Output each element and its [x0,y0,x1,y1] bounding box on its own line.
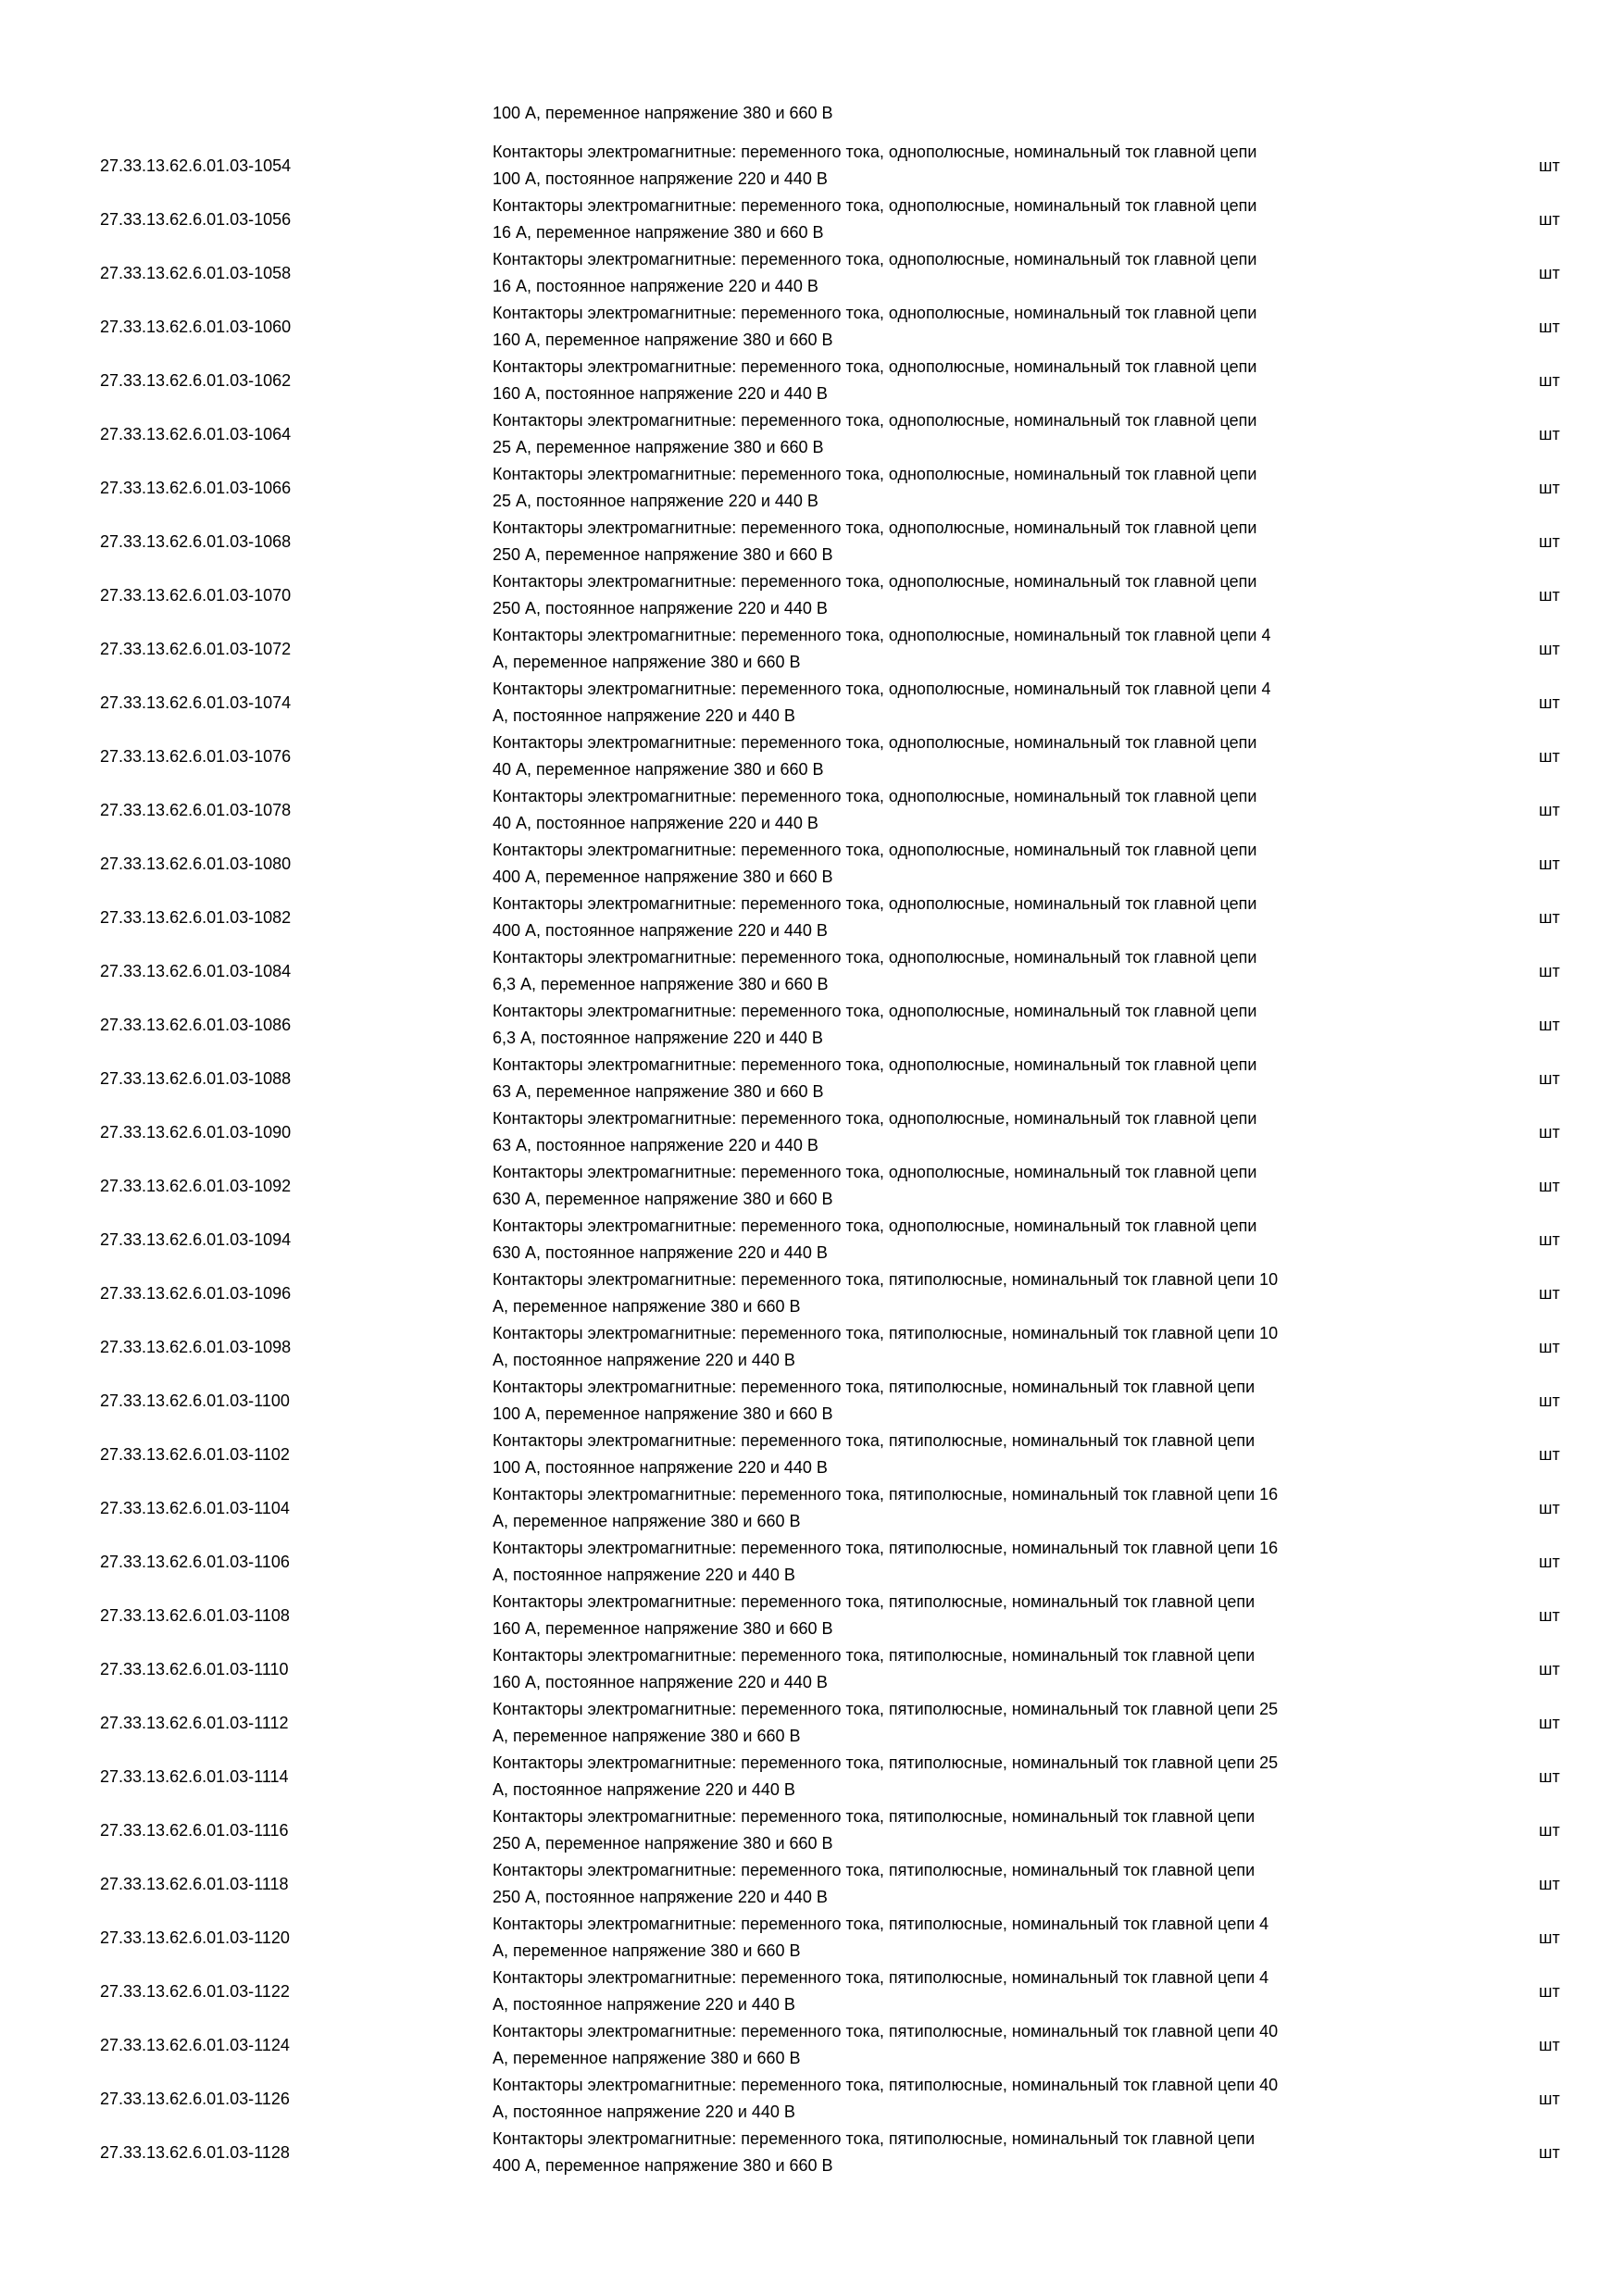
description-line-2: А, переменное напряжение 380 и 660 В [493,653,801,671]
table-row [0,998,1624,1052]
description-line-2: 160 А, переменное напряжение 380 и 660 В [493,331,833,349]
description-line-1: Контакторы электромагнитные: переменного тока, пятиполюсные, номинальный ток главной цепи [493,1807,1255,1826]
description-line-1: Контакторы электромагнитные: переменного тока, однополюсные, номинальный ток главной цепи [493,411,1257,430]
item-description [493,1428,1465,1481]
item-code: 27.33.13.62.6.01.03-1080 [100,855,292,873]
item-code: 27.33.13.62.6.01.03-1076 [100,747,292,766]
description-line-2: А, постоянное напряжение 220 и 440 В [493,1566,795,1584]
item-code: 27.33.13.62.6.01.03-1058 [100,264,292,282]
table-row [0,2018,1624,2072]
description-line-1: Контакторы электромагнитные: переменного тока, пятиполюсные, номинальный ток главной цепи 16 [493,1539,1279,1557]
item-unit: шт [1539,156,1560,175]
table-row [0,300,1624,354]
item-description [493,515,1465,568]
description-line-2: 40 А, переменное напряжение 380 и 660 В [493,760,824,779]
item-code: 27.33.13.62.6.01.03-1128 [100,2143,290,2162]
item-description [493,2018,1465,2072]
item-unit: шт [1539,1553,1560,1571]
item-code: 27.33.13.62.6.01.03-1126 [100,2090,290,2108]
item-description [493,2126,1465,2179]
item-unit: шт [1539,962,1560,980]
item-code: 27.33.13.62.6.01.03-1098 [100,1338,292,1356]
price-table [0,139,1624,2179]
table-row [0,1535,1624,1589]
item-description [493,1803,1465,1857]
description-line-2: 100 А, постоянное напряжение 220 и 440 В [493,169,828,188]
description-line-1: Контакторы электромагнитные: переменного тока, однополюсные, номинальный ток главной цепи [493,250,1257,268]
table-row [0,944,1624,998]
item-code: 27.33.13.62.6.01.03-1068 [100,532,292,551]
item-code: 27.33.13.62.6.01.03-1112 [100,1714,289,1732]
table-row [0,1857,1624,1911]
table-row [0,1696,1624,1750]
item-description [493,1213,1465,1267]
description-line-2: 250 А, постоянное напряжение 220 и 440 В [493,1888,828,1906]
description-line-1: Контакторы электромагнитные: переменного тока, однополюсные, номинальный ток главной цепи [493,465,1257,483]
item-code: 27.33.13.62.6.01.03-1086 [100,1016,292,1034]
item-code: 27.33.13.62.6.01.03-1072 [100,640,292,658]
description-line-2: 160 А, постоянное напряжение 220 и 440 В [493,384,828,403]
table-row [0,1589,1624,1642]
item-code: 27.33.13.62.6.01.03-1078 [100,801,292,819]
item-description [493,1696,1465,1750]
description-line-2: 630 А, постоянное напряжение 220 и 440 В [493,1243,828,1262]
continuation-line: 100 А, переменное напряжение 380 и 660 В [493,104,833,122]
item-description [493,1589,1465,1642]
item-code: 27.33.13.62.6.01.03-1120 [100,1928,290,1947]
item-description [493,407,1465,461]
item-unit: шт [1539,1069,1560,1088]
description-line-1: Контакторы электромагнитные: переменного тока, однополюсные, номинальный ток главной цепи 4 [493,680,1271,698]
item-code: 27.33.13.62.6.01.03-1116 [100,1821,289,1840]
description-line-2: 40 А, постоянное напряжение 220 и 440 В [493,814,818,832]
item-code: 27.33.13.62.6.01.03-1066 [100,479,292,497]
item-description [493,139,1465,193]
table-row [0,1750,1624,1803]
item-description [493,837,1465,891]
item-code: 27.33.13.62.6.01.03-1122 [100,1982,290,2001]
table-row [0,1213,1624,1267]
description-line-1: Контакторы электромагнитные: переменного тока, пятиполюсные, номинальный ток главной цепи 40 [493,2022,1279,2040]
description-line-2: 160 А, постоянное напряжение 220 и 440 В [493,1673,828,1691]
description-line-2: 250 А, постоянное напряжение 220 и 440 В [493,599,828,618]
description-line-2: 63 А, постоянное напряжение 220 и 440 В [493,1136,818,1154]
table-row [0,1374,1624,1428]
item-description [493,568,1465,622]
item-description [493,998,1465,1052]
description-line-1: Контакторы электромагнитные: переменного тока, пятиполюсные, номинальный ток главной цепи [493,2129,1255,2148]
item-unit: шт [1539,1230,1560,1249]
item-unit: шт [1539,2143,1560,2162]
table-row [0,246,1624,300]
table-row [0,1159,1624,1213]
item-code: 27.33.13.62.6.01.03-1102 [100,1445,290,1464]
table-row [0,407,1624,461]
table-row [0,1965,1624,2018]
item-code: 27.33.13.62.6.01.03-1084 [100,962,292,980]
description-line-2: 16 А, переменное напряжение 380 и 660 В [493,223,824,242]
description-line-2: 6,3 А, переменное напряжение 380 и 660 В [493,975,829,993]
item-unit: шт [1539,1016,1560,1034]
description-line-2: А, постоянное напряжение 220 и 440 В [493,1995,795,2014]
item-description [493,1105,1465,1159]
item-unit: шт [1539,1391,1560,1410]
item-code: 27.33.13.62.6.01.03-1114 [100,1767,289,1786]
item-description [493,1642,1465,1696]
description-line-1: Контакторы электромагнитные: переменного тока, однополюсные, номинальный ток главной цепи [493,948,1257,967]
item-unit: шт [1539,855,1560,873]
item-unit: шт [1539,210,1560,229]
description-line-1: Контакторы электромагнитные: переменного тока, пятиполюсные, номинальный ток главной цепи [493,1431,1255,1450]
description-line-2: А, переменное напряжение 380 и 660 В [493,1512,801,1530]
item-description [493,1857,1465,1911]
description-line-2: А, постоянное напряжение 220 и 440 В [493,2103,795,2121]
item-unit: шт [1539,1177,1560,1195]
table-row [0,1105,1624,1159]
description-line-1: Контакторы электромагнитные: переменного тока, пятиполюсные, номинальный ток главной цепи [493,1378,1255,1396]
item-unit: шт [1539,2036,1560,2054]
item-description [493,1535,1465,1589]
description-line-1: Контакторы электромагнитные: переменного тока, пятиполюсные, номинальный ток главной цепи [493,1592,1255,1611]
item-code: 27.33.13.62.6.01.03-1106 [100,1553,290,1571]
description-line-2: А, постоянное напряжение 220 и 440 В [493,1351,795,1369]
table-row [0,461,1624,515]
item-description [493,676,1465,730]
item-code: 27.33.13.62.6.01.03-1064 [100,425,292,443]
table-row [0,783,1624,837]
description-line-1: Контакторы электромагнитные: переменного тока, пятиполюсные, номинальный ток главной цепи [493,1646,1255,1665]
description-line-2: 400 А, постоянное напряжение 220 и 440 В [493,921,828,940]
item-description [493,461,1465,515]
item-description [493,622,1465,676]
description-line-1: Контакторы электромагнитные: переменного тока, однополюсные, номинальный ток главной цепи [493,1163,1257,1181]
description-line-1: Контакторы электромагнитные: переменного тока, однополюсные, номинальный ток главной цепи [493,196,1257,215]
table-row [0,1481,1624,1535]
item-unit: шт [1539,1714,1560,1732]
description-line-2: А, переменное напряжение 380 и 660 В [493,2049,801,2067]
item-code: 27.33.13.62.6.01.03-1070 [100,586,292,605]
item-unit: шт [1539,1660,1560,1678]
item-unit: шт [1539,586,1560,605]
description-line-2: 400 А, переменное напряжение 380 и 660 В [493,2156,833,2175]
description-line-2: 400 А, переменное напряжение 380 и 660 В [493,867,833,886]
description-line-2: А, постоянное напряжение 220 и 440 В [493,706,795,725]
item-description [493,193,1465,246]
table-row [0,354,1624,407]
item-unit: шт [1539,1284,1560,1303]
item-unit: шт [1539,264,1560,282]
description-line-1: Контакторы электромагнитные: переменного тока, однополюсные, номинальный ток главной цепи [493,304,1257,322]
description-line-1: Контакторы электромагнитные: переменного тока, пятиполюсные, номинальный ток главной цепи 16 [493,1485,1279,1504]
description-line-1: Контакторы электромагнитные: переменного тока, пятиполюсные, номинальный ток главной цепи 10 [493,1270,1279,1289]
description-line-2: А, переменное напряжение 380 и 660 В [493,1941,801,1960]
description-line-2: 63 А, переменное напряжение 380 и 660 В [493,1082,824,1101]
item-unit: шт [1539,371,1560,390]
item-code: 27.33.13.62.6.01.03-1096 [100,1284,292,1303]
item-unit: шт [1539,1499,1560,1517]
table-row [0,622,1624,676]
item-description [493,246,1465,300]
description-line-2: А, переменное напряжение 380 и 660 В [493,1297,801,1316]
description-line-1: Контакторы электромагнитные: переменного тока, пятиполюсные, номинальный ток главной цепи 4 [493,1915,1269,1933]
item-code: 27.33.13.62.6.01.03-1054 [100,156,292,175]
description-line-1: Контакторы электромагнитные: переменного тока, однополюсные, номинальный ток главной цепи [493,357,1257,376]
description-line-1: Контакторы электромагнитные: переменного тока, однополюсные, номинальный ток главной цепи [493,143,1257,161]
item-unit: шт [1539,318,1560,336]
item-unit: шт [1539,1606,1560,1625]
table-row [0,730,1624,783]
table-row [0,1320,1624,1374]
item-description [493,1267,1465,1320]
item-unit: шт [1539,1123,1560,1142]
table-row [0,568,1624,622]
description-line-1: Контакторы электромагнитные: переменного тока, пятиполюсные, номинальный ток главной цепи 4 [493,1968,1269,1987]
item-code: 27.33.13.62.6.01.03-1118 [100,1875,289,1893]
item-description [493,730,1465,783]
table-row [0,2072,1624,2126]
table-row [0,891,1624,944]
table-row [0,1267,1624,1320]
item-unit: шт [1539,479,1560,497]
description-line-1: Контакторы электромагнитные: переменного тока, однополюсные, номинальный ток главной цепи [493,518,1257,537]
description-line-1: Контакторы электромагнитные: переменного тока, однополюсные, номинальный ток главной цепи [493,1055,1257,1074]
description-line-2: 25 А, переменное напряжение 380 и 660 В [493,438,824,456]
item-code: 27.33.13.62.6.01.03-1104 [100,1499,290,1517]
description-line-1: Контакторы электромагнитные: переменного тока, пятиполюсные, номинальный ток главной цепи 25 [493,1700,1279,1718]
item-description [493,1320,1465,1374]
item-unit: шт [1539,801,1560,819]
item-code: 27.33.13.62.6.01.03-1094 [100,1230,292,1249]
item-description [493,354,1465,407]
item-description [493,300,1465,354]
item-description [493,1911,1465,1965]
item-unit: шт [1539,1875,1560,1893]
description-line-2: 16 А, постоянное напряжение 220 и 440 В [493,277,818,295]
description-line-2: 160 А, переменное напряжение 380 и 660 В [493,1619,833,1638]
description-line-1: Контакторы электромагнитные: переменного тока, пятиполюсные, номинальный ток главной цепи 40 [493,2076,1279,2094]
item-unit: шт [1539,1928,1560,1947]
description-line-1: Контакторы электромагнитные: переменного тока, однополюсные, номинальный ток главной цепи [493,1002,1257,1020]
table-row [0,1428,1624,1481]
item-description [493,1052,1465,1105]
item-description [493,1481,1465,1535]
item-code: 27.33.13.62.6.01.03-1108 [100,1606,290,1625]
description-line-1: Контакторы электромагнитные: переменного тока, пятиполюсные, номинальный ток главной цепи 10 [493,1324,1279,1342]
item-unit: шт [1539,1767,1560,1786]
description-line-1: Контакторы электромагнитные: переменного тока, пятиполюсные, номинальный ток главной цепи [493,1861,1255,1879]
item-unit: шт [1539,532,1560,551]
description-line-1: Контакторы электромагнитные: переменного тока, однополюсные, номинальный ток главной цепи [493,841,1257,859]
item-unit: шт [1539,1338,1560,1356]
item-unit: шт [1539,908,1560,927]
item-code: 27.33.13.62.6.01.03-1062 [100,371,292,390]
item-code: 27.33.13.62.6.01.03-1074 [100,693,292,712]
item-description [493,1159,1465,1213]
table-row [0,676,1624,730]
item-code: 27.33.13.62.6.01.03-1090 [100,1123,292,1142]
table-row [0,2126,1624,2179]
item-code: 27.33.13.62.6.01.03-1092 [100,1177,292,1195]
description-line-1: Контакторы электромагнитные: переменного тока, однополюсные, номинальный ток главной цепи [493,787,1257,805]
description-line-2: 250 А, переменное напряжение 380 и 660 В [493,545,833,564]
description-line-1: Контакторы электромагнитные: переменного тока, однополюсные, номинальный ток главной цепи [493,733,1257,752]
table-row [0,1911,1624,1965]
item-code: 27.33.13.62.6.01.03-1060 [100,318,292,336]
item-description [493,783,1465,837]
description-line-2: А, постоянное напряжение 220 и 440 В [493,1780,795,1799]
item-code: 27.33.13.62.6.01.03-1088 [100,1069,292,1088]
table-row [0,1642,1624,1696]
item-description [493,2072,1465,2126]
item-unit: шт [1539,640,1560,658]
table-row [0,1052,1624,1105]
item-unit: шт [1539,1821,1560,1840]
description-line-2: 100 А, переменное напряжение 380 и 660 В [493,1404,833,1423]
description-line-1: Контакторы электромагнитные: переменного тока, однополюсные, номинальный ток главной цепи 4 [493,626,1271,644]
table-row [0,837,1624,891]
description-line-2: А, переменное напряжение 380 и 660 В [493,1727,801,1745]
table-row [0,515,1624,568]
item-unit: шт [1539,2090,1560,2108]
item-unit: шт [1539,425,1560,443]
item-code: 27.33.13.62.6.01.03-1124 [100,2036,290,2054]
item-code: 27.33.13.62.6.01.03-1100 [100,1391,290,1410]
item-unit: шт [1539,747,1560,766]
description-line-2: 100 А, постоянное напряжение 220 и 440 В [493,1458,828,1477]
item-code: 27.33.13.62.6.01.03-1082 [100,908,292,927]
item-description [493,1374,1465,1428]
description-line-1: Контакторы электромагнитные: переменного тока, однополюсные, номинальный ток главной цепи [493,1109,1257,1128]
item-unit: шт [1539,693,1560,712]
table-row [0,193,1624,246]
item-unit: шт [1539,1445,1560,1464]
description-line-2: 250 А, переменное напряжение 380 и 660 В [493,1834,833,1853]
item-code: 27.33.13.62.6.01.03-1056 [100,210,292,229]
item-description [493,891,1465,944]
description-line-1: Контакторы электромагнитные: переменного тока, однополюсные, номинальный ток главной цепи [493,894,1257,913]
description-line-1: Контакторы электромагнитные: переменного тока, однополюсные, номинальный ток главной цепи [493,572,1257,591]
description-line-1: Контакторы электромагнитные: переменного тока, однополюсные, номинальный ток главной цепи [493,1217,1257,1235]
description-line-2: 25 А, постоянное напряжение 220 и 440 В [493,492,818,510]
item-unit: шт [1539,1982,1560,2001]
item-description [493,1965,1465,2018]
description-line-2: 6,3 А, постоянное напряжение 220 и 440 В [493,1029,823,1047]
description-line-2: 630 А, переменное напряжение 380 и 660 В [493,1190,833,1208]
item-code: 27.33.13.62.6.01.03-1110 [100,1660,289,1678]
table-row [0,139,1624,193]
table-row [0,1803,1624,1857]
description-line-1: Контакторы электромагнитные: переменного тока, пятиполюсные, номинальный ток главной цепи 25 [493,1753,1279,1772]
item-description [493,944,1465,998]
item-description [493,1750,1465,1803]
